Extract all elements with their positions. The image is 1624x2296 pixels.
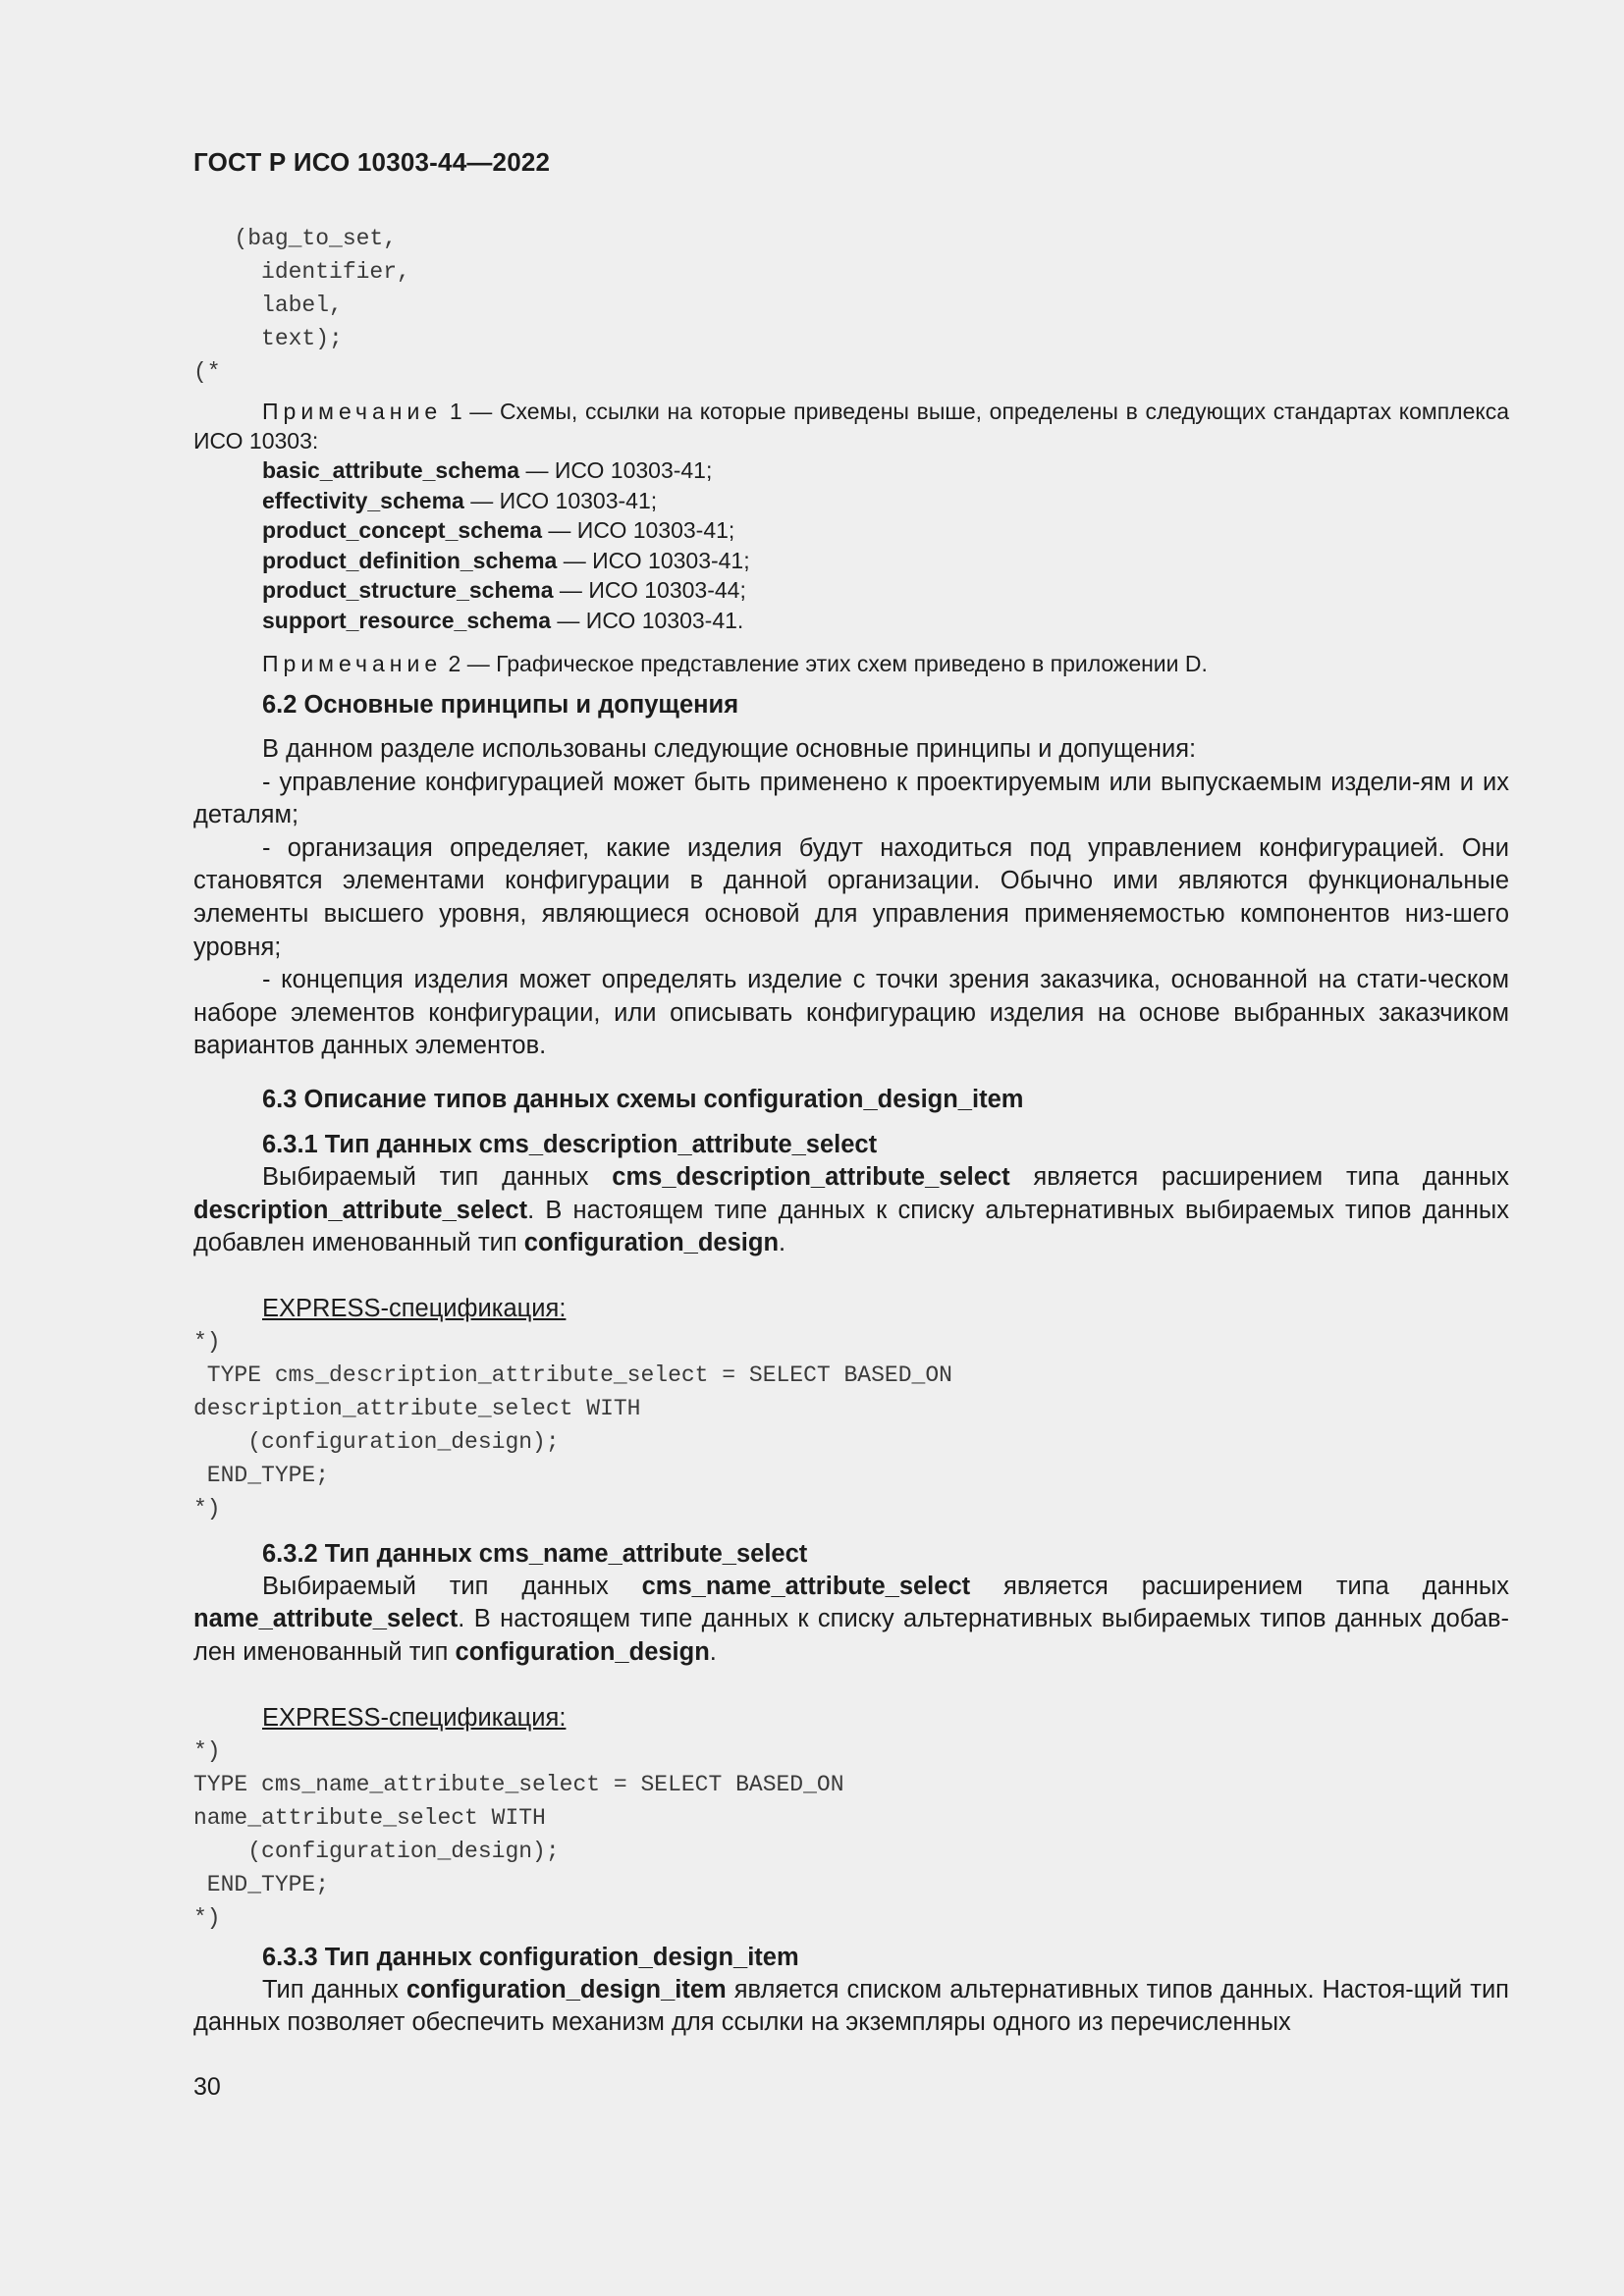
schema-list <box>262 455 1509 635</box>
note-2 <box>193 649 1509 678</box>
note-1-text: 1 — Схемы, ссылки на которые приведены выше, определены в следующих стандартах комплекса ИСО 10303: <box>193 399 1509 454</box>
section-6-3-1-title: 6.3.1 Тип данных cms_description_attribute_select <box>262 1130 878 1158</box>
section-6-3-title: 6.3 Описание типов данных схемы configuration_design_item <box>262 1085 1024 1113</box>
list-item: - организация определяет, какие изделия будут находиться под управлением конфигурацией. Они становятся элементами конфигурации в данной организации. Обычно ими являются функциональные элементы высшего уровня, являющиеся основой для управления применяемостью компонентов низ-шего уровня; <box>193 833 1509 961</box>
code-block-6-3-2: *) TYPE cms_name_attribute_select = SELECT BASED_ON name_attribute_select WITH (configuration_design); END_TYPE; *) <box>193 1737 844 1931</box>
schema-item: basic_attribute_schema — ИСО 10303-41; <box>262 457 713 483</box>
express-spec-label: EXPRESS-спецификация: <box>262 1294 567 1322</box>
code-block-6-3-1: *) TYPE cms_description_attribute_select = SELECT BASED_ON description_attribute_select WITH (configuration_design); END_TYPE; *) <box>193 1328 952 1522</box>
note-1-label: Примечание <box>262 399 443 424</box>
schema-item: product_structure_schema — ИСО 10303-44; <box>262 577 746 603</box>
document-header: ГОСТ Р ИСО 10303-44—2022 <box>193 147 551 177</box>
section-6-3-3-title: 6.3.3 Тип данных configuration_design_item <box>262 1943 799 1971</box>
note-1 <box>193 397 1509 455</box>
section-6-2-title: 6.2 Основные принципы и допущения <box>262 691 739 719</box>
list-item: - управление конфигурацией может быть применено к проектируемым или выпускаемым издели-ям и их деталям; <box>193 768 1509 829</box>
express-spec-label: EXPRESS-спецификация: <box>262 1703 567 1732</box>
section-6-3-1-text: Выбираемый тип данных cms_description_attribute_select является расширением типа данных description_attribute_select. В настоящем типе данных к списку альтернативных выбираемых типов данных добавлен именованный тип configuration_design. <box>193 1162 1509 1257</box>
section-6-3-2-title: 6.3.2 Тип данных cms_name_attribute_select <box>262 1539 808 1568</box>
section-6-3-3-text: Тип данных configuration_design_item является списком альтернативных типов данных. Настоя-щий тип данных позволяет обеспечить механизм для ссылки на экземпляры одного из перечисленных <box>193 1975 1509 2037</box>
schema-item: support_resource_schema — ИСО 10303-41. <box>262 607 744 633</box>
section-6-3-2-text: Выбираемый тип данных cms_name_attribute_select является расширением типа данных name_attribute_select. В настоящем типе данных к списку альтернативных выбираемых типов данных добав-лен именованный тип configuration_design. <box>193 1572 1509 1666</box>
note-2-text: 2 — Графическое представление этих схем приведено в приложении D. <box>442 651 1208 676</box>
page-content <box>193 222 1509 2040</box>
section-6-2-intro: В данном разделе использованы следующие основные принципы и допущения: <box>262 735 1197 763</box>
schema-item: product_concept_schema — ИСО 10303-41; <box>262 517 735 543</box>
code-block-top: (bag_to_set, identifier, label, text); (* <box>193 226 410 385</box>
schema-item: product_definition_schema — ИСО 10303-41; <box>262 547 750 573</box>
schema-item: effectivity_schema — ИСО 10303-41; <box>262 487 658 513</box>
page-number: 30 <box>193 2073 221 2101</box>
note-2-label: Примечание <box>262 651 443 676</box>
list-item: - концепция изделия может определять изделие с точки зрения заказчика, основанной на стати-ческом наборе элементов конфигурации, или описывать конфигурацию изделия на основе выбранных заказчиком вариантов данных элементов. <box>193 966 1509 1060</box>
